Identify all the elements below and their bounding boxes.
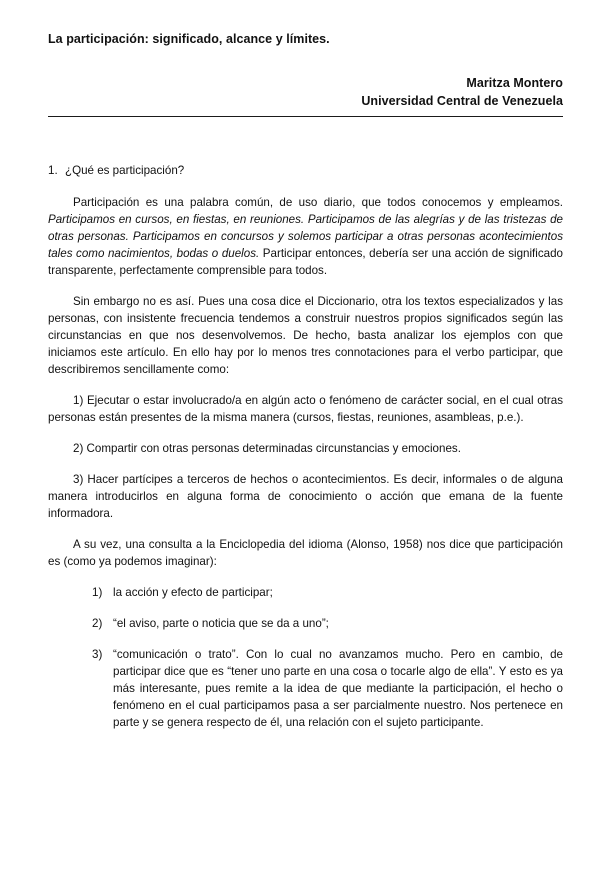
author-affiliation: Universidad Central de Venezuela	[361, 93, 563, 108]
list-item-label: “comunicación o trato”. Con lo cual no avanzamos mucho. Pero en cambio, de participar dice que es “tener uno parte en una cosa o tocarle algo de ella”. Y esto es ya más interesante, pues remite a la idea de que mediante la participación, el hecho o fenómeno en el cual participamos pasa a ser parcialmente nuestro. Nos pertenece en parte y se genera respecto de él, una relación con el sujeto participante.	[113, 648, 563, 730]
list-item-marker: 1)	[92, 586, 103, 600]
list-item	[48, 632, 563, 731]
list-item-marker: 3)	[92, 648, 103, 662]
header-divider	[48, 116, 563, 117]
section-number: 1.	[48, 163, 58, 177]
paragraph-intro	[48, 180, 563, 279]
connotation-item-3: 3) Hacer partícipes a terceros de hechos o acontecimientos. Es decir, informales o de alguna manera introducirlos en alguna forma de conocimiento o acción que emana de la fuente informadora.	[48, 473, 563, 521]
paragraph-encyclopedia: A su vez, una consulta a la Enciclopedia del idioma (Alonso, 1958) nos dice que participación es (como ya podemos imaginar):	[48, 538, 563, 569]
paragraph-dictionary: Sin embargo no es así. Pues una cosa dice el Diccionario, otra los textos especializados y las personas, con insistente frecuencia tendemos a construir nuestros propios significados según las circunstancias en que nos desenvolvemos. De hecho, basta analizar los ejemplos con que iniciamos este artículo. En ello hay por lo menos tres connotaciones para el verbo participar, que describiremos sencillamente como:	[48, 294, 563, 376]
connotation-item-1: 1) Ejecutar o estar involucrado/a en algún acto o fenómeno de carácter social, en el cual otras personas están presentes de la misma manera (cursos, fiestas, reuniones, asambleas, p.e.).	[48, 393, 563, 425]
list-item	[48, 601, 563, 632]
connotation-item-2: 2) Compartir con otras personas determinadas circunstancias y emociones.	[73, 442, 461, 456]
list-item-marker: 2)	[92, 617, 103, 631]
paragraph-intro-tail: Participar entonces, debería ser una acción de significado transparente, perfectamente comprensible para todos.	[48, 246, 563, 277]
author-block	[48, 74, 563, 110]
author-name: Maritza Montero	[466, 75, 563, 90]
list-item-label: “el aviso, parte o noticia que se da a uno”;	[113, 617, 329, 631]
page-content	[48, 0, 563, 731]
list-item-label: la acción y efecto de participar;	[113, 586, 273, 600]
section-heading	[48, 125, 563, 180]
paragraph-intro-emphasis: Participamos en cursos, en fiestas, en reuniones. Participamos de las alegrías y de las tristezas de otras personas. Participamos en concursos y solemos participar a otras personas acontecimientos tales como nacimientos, bodas o duelos.	[48, 212, 563, 260]
section-heading-label: ¿Qué es participación?	[65, 163, 185, 177]
list-item	[48, 570, 563, 601]
page-title: La participación: significado, alcance y límites.	[48, 32, 330, 46]
paragraph-intro-lead: Participación es una palabra común, de uso diario, que todos conocemos y empleamos.	[73, 195, 563, 209]
definition-list	[48, 570, 563, 731]
